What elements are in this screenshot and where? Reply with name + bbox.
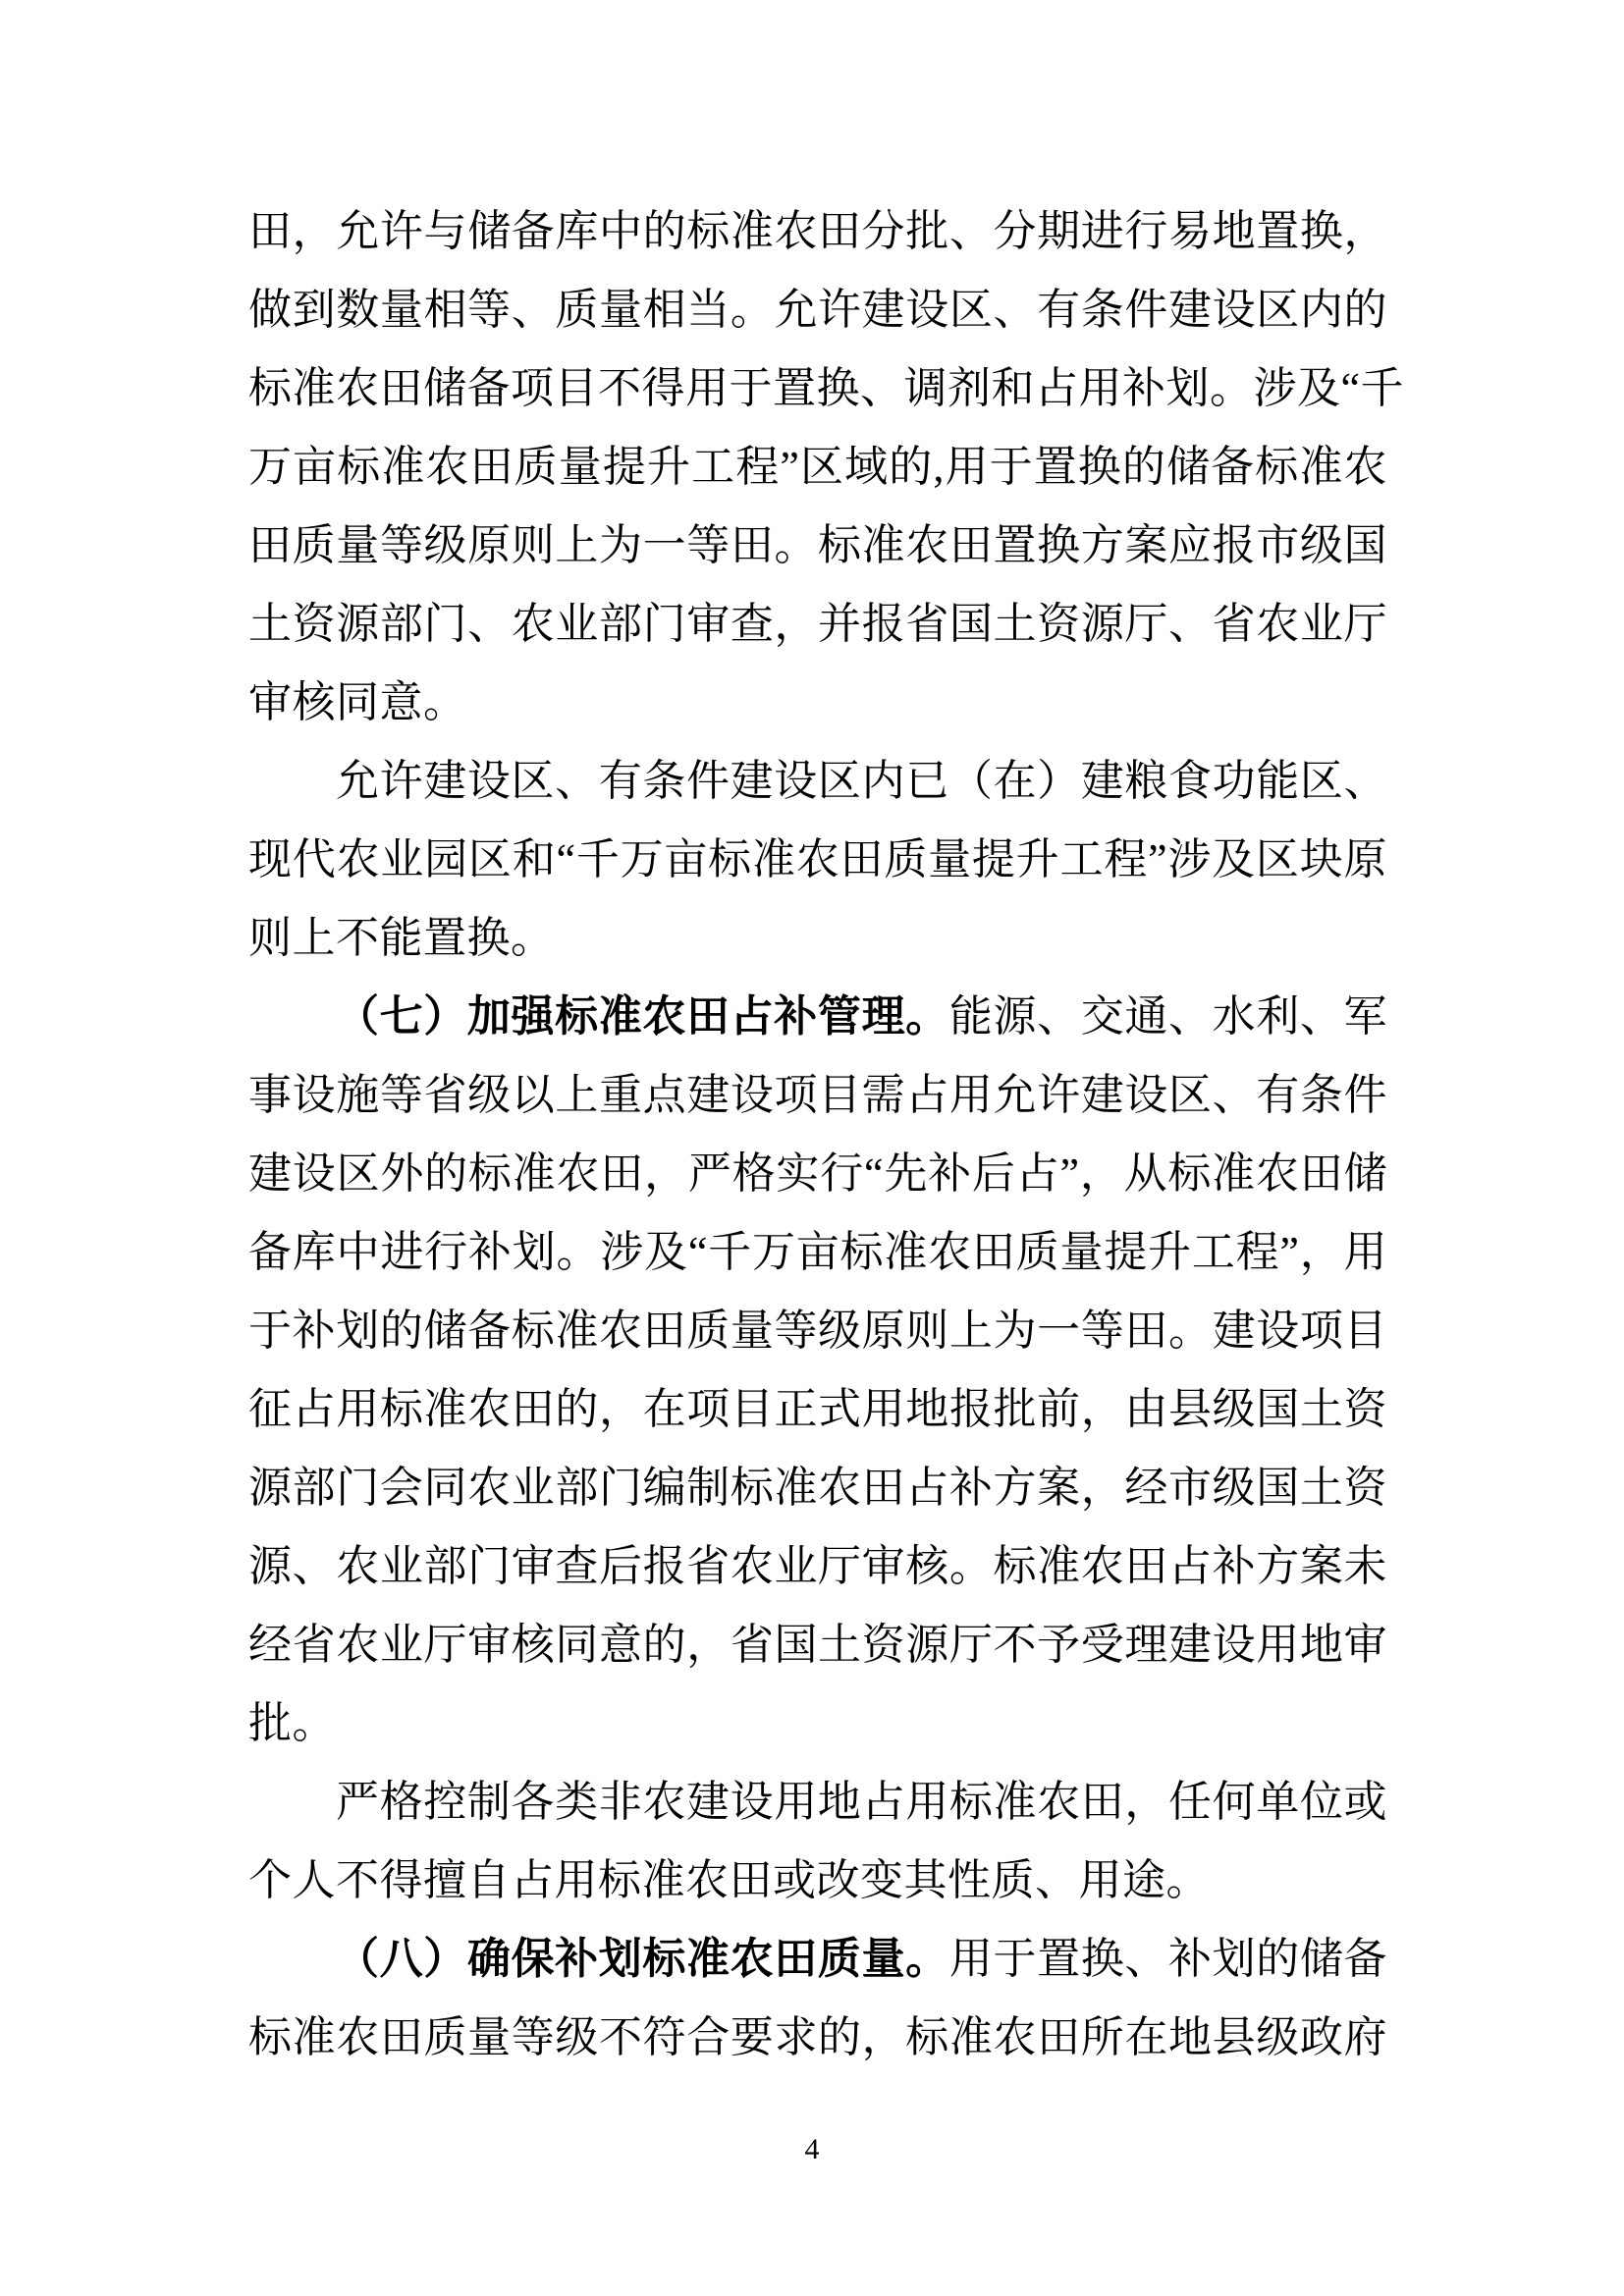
text-run: 则上不能置换。	[248, 914, 555, 962]
bold-text-run: （七）加强标准农田占补管理。	[336, 992, 949, 1041]
text-run: 标准农田质量等级不符合要求的，标准农田所在地县级政府	[248, 2013, 1387, 2061]
text-line	[248, 1527, 1387, 1606]
text-run: 经省农业厅审核同意的，省国土资源厅不予受理建设用地审	[248, 1621, 1387, 1669]
text-run: 万亩标准农田质量提升工程”区域的,用于置换的储备标准农	[248, 443, 1387, 491]
text-line	[248, 1449, 1387, 1527]
text-run: 用于置换、补划的储备	[948, 1935, 1388, 1983]
text-run: 田，允许与储备库中的标准农田分批、分期进行易地置换，	[248, 207, 1387, 255]
document-body	[248, 192, 1405, 2077]
text-run: 审核同意。	[248, 678, 467, 726]
text-run: 严格控制各类非农建设用地占用标准农田，任何单位或	[336, 1778, 1387, 1826]
text-line	[248, 585, 1387, 664]
text-line	[248, 1763, 1387, 1842]
text-run: 于补划的储备标准农田质量等级原则上为一等田。建设项目	[248, 1307, 1387, 1355]
page-number: 4	[804, 2133, 820, 2165]
text-line	[248, 1135, 1387, 1213]
text-run: 源部门会同农业部门编制标准农田占补方案，经市级国土资	[248, 1464, 1387, 1512]
text-run: 做到数量相等、质量相当。允许建设区、有条件建设区内的	[248, 286, 1387, 334]
text-run: 田质量等级原则上为一等田。标准农田置换方案应报市级国	[248, 521, 1387, 569]
text-run: 个人不得擅自占用标准农田或改变其性质、用途。	[248, 1856, 1210, 1904]
text-line	[248, 428, 1387, 507]
text-run: 批。	[248, 1699, 336, 1747]
text-run: 现代农业园区和“千万亩标准农田质量提升工程”涉及区块原	[248, 835, 1387, 883]
text-run: 事设施等省级以上重点建设项目需占用允许建设区、有条件	[248, 1071, 1387, 1119]
bold-text-run: （八）确保补划标准农田质量。	[336, 1935, 949, 1983]
text-run: 征占用标准农田的，在项目正式用地报批前，由县级国土资	[248, 1385, 1387, 1433]
text-line	[248, 271, 1387, 349]
text-line	[248, 899, 1387, 978]
text-line	[248, 192, 1387, 271]
text-line	[248, 1684, 1387, 1763]
text-run: 允许建设区、有条件建设区内已（在）建粮食功能区、	[336, 757, 1387, 805]
text-line	[248, 978, 1387, 1056]
text-line	[248, 507, 1387, 585]
text-line	[248, 349, 1405, 428]
text-line	[248, 1842, 1387, 1920]
text-run: 建设区外的标准农田，严格实行“先补后占”，从标准农田储	[248, 1149, 1387, 1198]
text-line	[248, 742, 1387, 821]
text-run: 土资源部门、农业部门审查，并报省国土资源厅、省农业厅	[248, 600, 1387, 648]
text-run: 源、农业部门审查后报省农业厅审核。标准农田占补方案未	[248, 1542, 1387, 1590]
text-line	[248, 664, 1387, 742]
text-line	[248, 821, 1387, 899]
text-line	[248, 1920, 1387, 1999]
text-line	[248, 1606, 1387, 1684]
text-line	[248, 1999, 1387, 2077]
page-footer	[0, 2120, 1624, 2179]
text-line	[248, 1292, 1387, 1370]
text-line	[248, 1213, 1387, 1292]
text-run: 能源、交通、水利、军	[948, 992, 1388, 1041]
text-run: 备库中进行补划。涉及“千万亩标准农田质量提升工程”，用	[248, 1228, 1387, 1276]
text-line	[248, 1370, 1387, 1449]
text-line	[248, 1056, 1387, 1135]
text-run: 标准农田储备项目不得用于置换、调剂和占用补划。涉及“千	[248, 364, 1405, 412]
